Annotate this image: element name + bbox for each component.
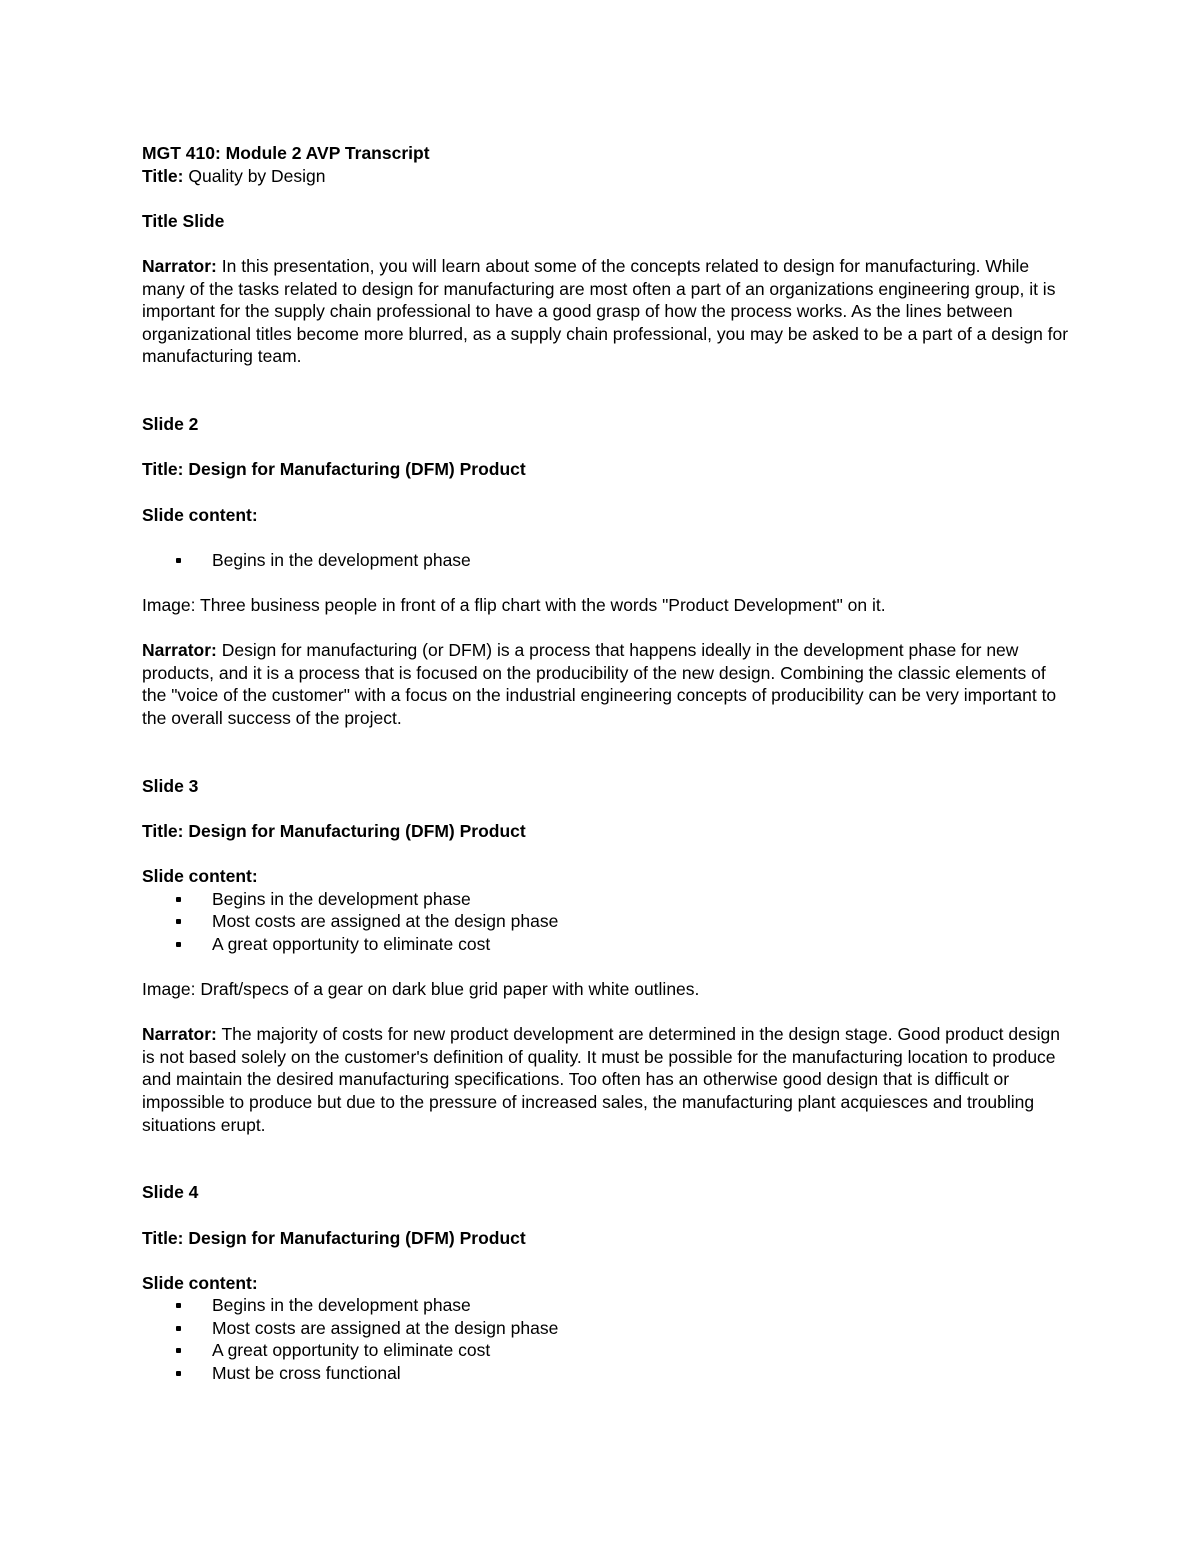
slide-2-image-description (142, 594, 1072, 617)
narrator-label: Narrator: (142, 640, 217, 661)
bullet-item: Begins in the development phase (142, 888, 1072, 911)
slide-3-image-description (142, 978, 1072, 1001)
bullet-item: Begins in the development phase (142, 549, 1072, 572)
bullet-item: Most costs are assigned at the design phase (142, 1317, 1072, 1340)
slide-4-bullet-list (142, 1294, 1072, 1384)
slide-2-title: Title: Design for Manufacturing (DFM) Product (142, 459, 526, 480)
slide-2-narration (142, 639, 1072, 729)
narrator-text: Design for manufacturing (or DFM) is a process that happens ideally in the development phase for new products, and it is a process that is focused on the producibility of the new design. Combining the classic elements of the "voice of the customer" with a focus on the industrial engineering concepts of producibility can be very important to the overall success of the project. (142, 640, 1057, 728)
slide-3-narration (142, 1023, 1072, 1136)
slide-3-title: Title: Design for Manufacturing (DFM) Product (142, 820, 526, 841)
bullet-icon (176, 897, 181, 902)
slide-2-bullet-list (142, 549, 1072, 572)
document-title (142, 165, 1072, 188)
bullet-icon (176, 1371, 181, 1376)
bullet-icon (176, 942, 181, 947)
slide-4-content-label: Slide content: (142, 1272, 258, 1293)
narrator-label: Narrator: (142, 255, 217, 276)
course-title: MGT 410: Module 2 AVP Transcript (142, 143, 430, 163)
slide-3-heading: Slide 3 (142, 775, 199, 796)
title-label: Title: (142, 165, 184, 186)
slide-2-heading: Slide 2 (142, 414, 199, 435)
document-body (142, 142, 1072, 1385)
bullet-item: Begins in the development phase (142, 1294, 1072, 1317)
bullet-item: Most costs are assigned at the design phase (142, 910, 1072, 933)
narrator-text: The majority of costs for new product development are determined in the design stage. Good product design is not based solely on the customer's definition of quality. It must be possible for the manufacturing location to produce and maintain the desired manufacturing specifications. Too often has an otherwise good design that is difficult or impossible to produce but due to the pressure of increased sales, the manufacturing plant acquiesces and troubling situations erupt. (142, 1024, 1060, 1135)
bullet-item: A great opportunity to eliminate cost (142, 1339, 1072, 1362)
bullet-icon (176, 558, 181, 563)
narrator-text: In this presentation, you will learn about some of the concepts related to design for manufacturing. While many of the tasks related to design for manufacturing are most often a part of an organizations engineering group, it is important for the supply chain professional to have a good grasp of how the process works. As the lines between organizational titles become more blurred, as a supply chain professional, you may be asked to be a part of a design for manufacturing team. (142, 255, 1069, 367)
bullet-item: A great opportunity to eliminate cost (142, 933, 1072, 956)
image-text: Draft/specs of a gear on dark blue grid paper with white outlines. (200, 978, 700, 999)
slide-3-bullet-list (142, 888, 1072, 956)
title-slide-narration (142, 255, 1072, 368)
image-label: Image: (142, 978, 196, 999)
bullet-item: Must be cross functional (142, 1362, 1072, 1385)
image-text: Three business people in front of a flip chart with the words "Product Development" on it. (200, 594, 886, 615)
image-label: Image: (142, 594, 196, 615)
bullet-icon (176, 1348, 181, 1353)
slide-2-content-label: Slide content: (142, 504, 258, 525)
slide-4-heading: Slide 4 (142, 1182, 199, 1203)
title-slide-heading: Title Slide (142, 210, 225, 231)
bullet-icon (176, 1303, 181, 1308)
title-value: Quality by Design (188, 165, 326, 186)
narrator-label: Narrator: (142, 1024, 217, 1045)
slide-4-title: Title: Design for Manufacturing (DFM) Product (142, 1227, 526, 1248)
bullet-icon (176, 1326, 181, 1331)
bullet-icon (176, 919, 181, 924)
slide-3-content-label: Slide content: (142, 866, 258, 886)
